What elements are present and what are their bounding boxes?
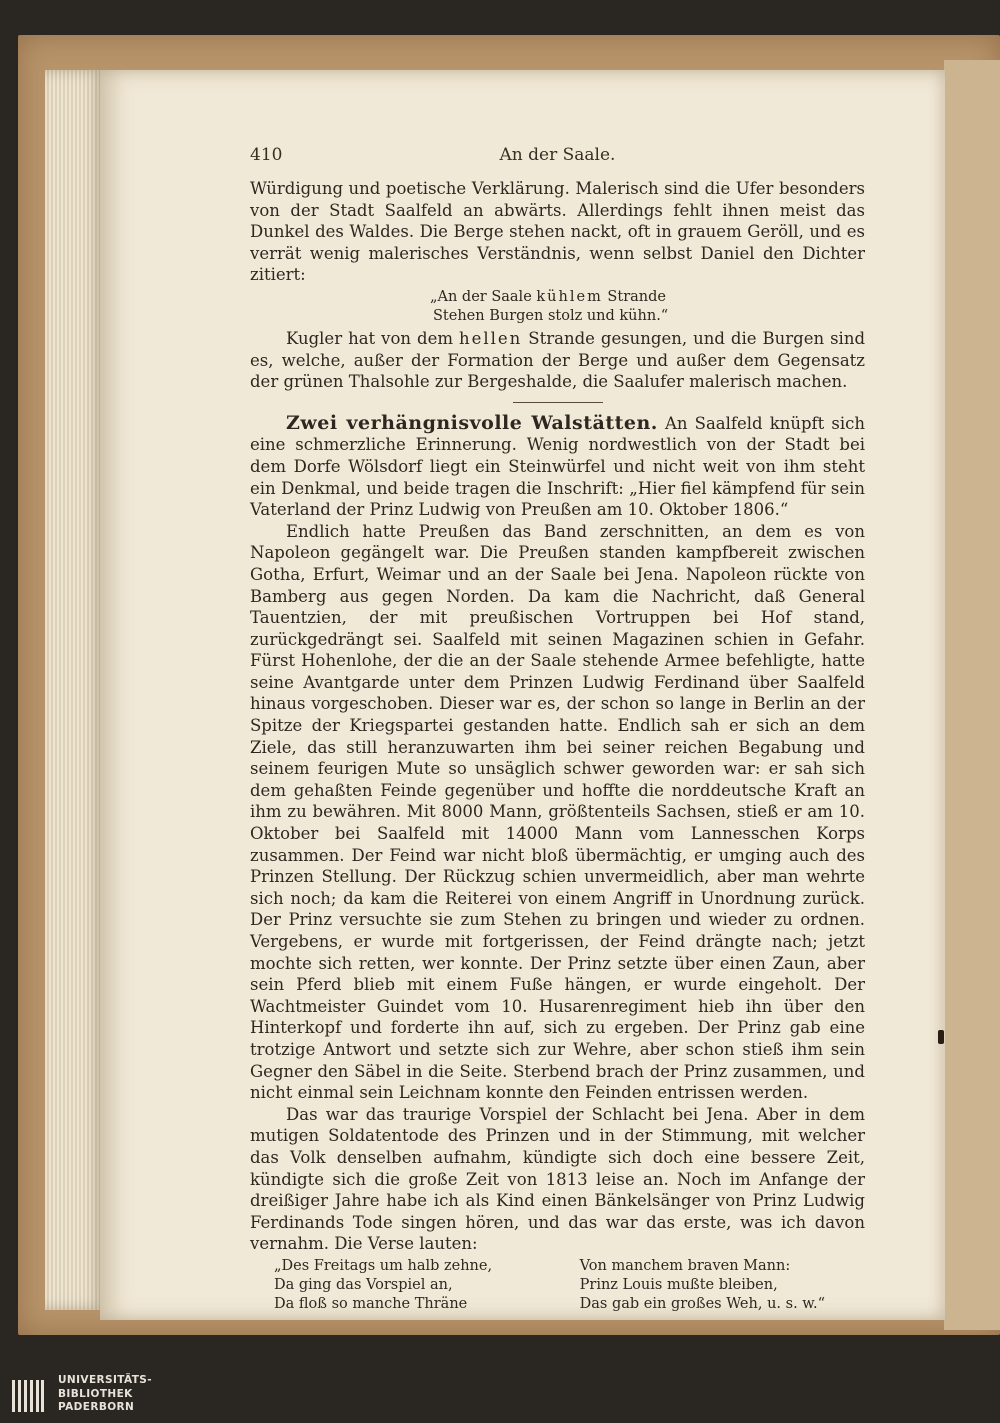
verse-line-1: „An der Saale kühlem Strande xyxy=(430,288,666,305)
paragraph-4: Endlich hatte Preußen das Band zerschnitten, an dem es von Napoleon gegängelt war. Die Preußen standen kampfbereit zwischen Gotha, Erfurt, Weimar und an der Saale bei Jena. Napoleon rückte von Bamberg aus gegen Norden. Da kam die Nachricht, daß General Tauentzien, der mit preußischen Vortruppen bei Hof stand, zurückgedrängt sei. Saalfeld mit seinen Magazinen schien in Gefahr. Fürst Hohenlohe, der die an der Saale stehende Armee befehligte, hatte seine Avantgarde unter dem Prinzen Ludwig Ferdinand über Saalfeld hinaus vorgeschoben. Dieser war es, der schon so lange in Berlin an der Spitze der Kriegspartei gestanden hatte. Endlich sah er sich an dem Ziele, das still heranzuwarten ihm bei seiner reichen Begabung und seinem feurigen Mute so unsäglich schwer geworden war: er sah sich dem gehaßten Feinde gegenüber und hoffte die norddeutsche Kraft an ihm zu bewähren. Mit 8000 Mann, größtenteils Sachsen, stieß er am 10. Oktober bei Saalfeld mit 14000 Mann vom Lannesschen Korps zusammen. Der Feind war nicht bloß übermächtig, er umging auch des Prinzen Stellung. Der Rückzug schien unvermeidlich, aber man wehrte sich noch; da kam die Reiterei von einem Angriff in Unordnung zurück. Der Prinz versuchte sie zum Stehen zu bringen und wieder zu ordnen. Vergebens, er wurde mit fortgerissen, der Feind drängte nach; jetzt mochte sich retten, wer konnte. Der Prinz setzte über einen Zaun, aber sein Pferd blieb mit einem Fuße hängen, er wurde eingeholt. Der Wachtmeister Guindet vom 10. Husarenregiment hieb ihn über den Hinterkopf und forderte ihn auf, sich zu ergeben. Der Prinz gab eine trotzige Antwort und setzte sich zur Wehre, aber schon stieß ihm sein Gegner den Säbel in die Seite. Sterbend brach der Prinz zusammen, und nicht einmal sein Leichnam konnte den Feinden entrissen werden. xyxy=(250,521,865,1103)
emphasis-hellen: hellen xyxy=(458,328,523,348)
paragraph-3: Zwei verhängnisvolle Walstätten. An Saalfeld knüpft sich eine schmerzliche Erinnerung. Wenig nordwestlich von der Stadt bei dem Dorfe Wölsdorf liegt ein Steinwürfel und nicht weit von ihm steht ein Denkmal, und beide tragen die Inschrift: „Hier fiel kämpfend für sein Vaterland der Prinz Ludwig von Preußen am 10. Oktober 1806.“ xyxy=(250,411,865,520)
section-divider xyxy=(513,402,603,403)
paragraph-5: Das war das traurige Vorspiel der Schlacht bei Jena. Aber in dem mutigen Soldatentode des Prinzen und in der Stimmung, mit welcher das Volk denselben aufnahm, kündigte sich doch eine bessere Zeit, kündigte sich die große Zeit von 1813 leise an. Noch im Anfange der dreißiger Jahre habe ich als Kind einen Bänkelsänger von Prinz Ludwig Ferdinands Tode singen hören, und das war das erste, was ich davon vernahm. Die Verse lauten: xyxy=(250,1104,865,1254)
verse-line-2: Stehen Burgen stolz und kühn.“ xyxy=(433,307,669,324)
page-edge-mark xyxy=(938,1030,944,1044)
section-title: Zwei verhängnisvolle Walstätten. xyxy=(286,411,658,434)
ballad-left-column xyxy=(274,1257,492,1314)
library-logo xyxy=(8,1372,153,1418)
facing-page-edge xyxy=(944,60,1000,1330)
running-title: An der Saale. xyxy=(499,145,616,165)
ballad-line: „Des Freitags um halb zehne, xyxy=(274,1257,493,1274)
ballad-verse xyxy=(274,1257,825,1314)
ballad-line: Von manchem braven Mann: xyxy=(579,1257,791,1274)
ballad-line: Prinz Louis mußte bleiben, xyxy=(579,1276,778,1293)
ballad-line: Da ging das Vorspiel an, xyxy=(274,1276,453,1293)
quoted-verse xyxy=(430,288,865,326)
page-stack-edge xyxy=(45,70,105,1310)
paragraph-1: Würdigung und poetische Verklärung. Malerisch sind die Ufer besonders von der Stadt Saalfeld an abwärts. Allerdings fehlt ihnen meist das Dunkel des Waldes. Die Berge stehen nackt, oft in grauem Geröll, und es verrät wenig malerisches Verständnis, wenn selbst Daniel den Dichter zitiert: xyxy=(250,179,865,285)
paragraph-2: Kugler hat von dem hellen Strande gesungen, und die Burgen sind es, welche, außer der Formation der Berge und außer dem Gegensatz der grünen Thalsohle zur Bergeshalde, die Saalufer malerisch machen. xyxy=(250,328,866,392)
body-text xyxy=(250,178,865,1314)
library-logo-text: UNIVERSITÄTS- BIBLIOTHEK PADERBORN xyxy=(58,1374,153,1413)
page-number: 410 xyxy=(250,145,283,165)
library-logo-icon xyxy=(8,1376,48,1416)
page-header xyxy=(250,145,865,173)
ballad-right-column xyxy=(580,1257,825,1314)
ballad-line: Das gab ein großes Weh, u. s. w.“ xyxy=(579,1295,825,1312)
ballad-line: Da floß so manche Thräne xyxy=(274,1295,468,1312)
